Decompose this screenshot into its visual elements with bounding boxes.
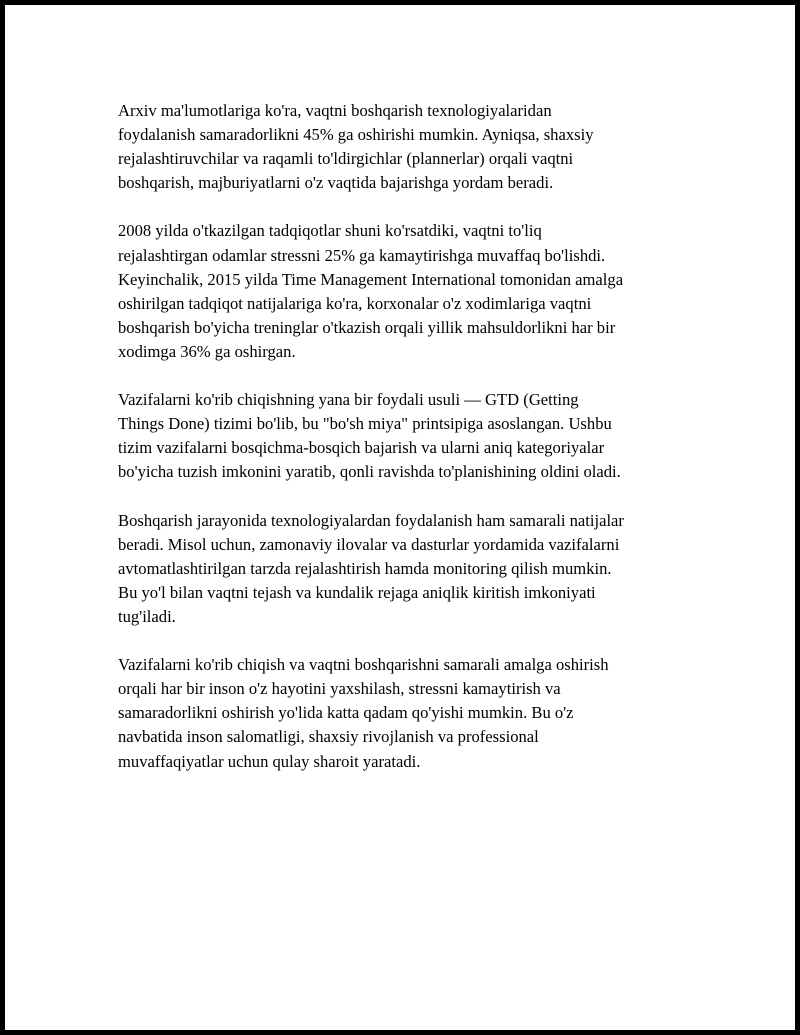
paragraph-4 (118, 509, 708, 629)
text-line: Vazifalarni ko'rib chiqish va vaqtni boshqarishni samarali amalga oshirish (118, 655, 609, 675)
text-line: Arxiv ma'lumotlariga ko'ra, vaqtni boshqarish texnologiyalaridan (118, 101, 552, 120)
text-line: boshqarish, majburiyatlarni o'z vaqtida bajarishga yordam beradi. (118, 173, 554, 193)
paragraph-2 (118, 219, 708, 364)
text-line: navbatida inson salomatligi, shaxsiy rivojlanish va professional (118, 727, 539, 747)
text-line: bo'yicha tuzish imkonini yaratib, qonli ravishda to'planishining oldini oladi. (118, 462, 621, 482)
text-line: rejalashtirgan odamlar stressni 25% ga kamaytirishga muvaffaq bo'lishdi. (118, 245, 606, 265)
text-line: Keyinchalik, 2015 yilda Time Management International tomonidan amalga (118, 269, 624, 289)
text-line: xodimga 36% ga oshirgan. (118, 341, 296, 361)
paragraph-1 (118, 99, 708, 195)
paragraph-5 (118, 653, 708, 773)
text-line: muvaffaqiyatlar uchun qulay sharoit yaratadi. (118, 751, 421, 771)
text-line: Things Done) tizimi bo'lib, bu "bo'sh miya" printsipiga asoslangan. Ushbu (118, 414, 612, 434)
text-line: beradi. Misol uchun, zamonaviy ilovalar va dasturlar yordamida vazifalarni (118, 534, 620, 554)
paragraph-3 (118, 388, 708, 484)
text-line: samaradorlikni oshirish yo'lida katta qadam qo'yishi mumkin. Bu o'z (118, 703, 574, 723)
text-line: foydalanish samaradorlikni 45% ga oshirishi mumkin. Ayniqsa, shaxsiy (118, 125, 594, 145)
text-line: boshqarish bo'yicha treninglar o'tkazish orqali yillik mahsuldorlikni har bir (118, 317, 616, 337)
text-line: oshirilgan tadqiqot natijalariga ko'ra, korxonalar o'z xodimlariga vaqtni (118, 293, 592, 313)
text-line: rejalashtiruvchilar va raqamli to'ldirgichlar (plannerlar) orqali vaqtni (118, 149, 574, 169)
text-line: orqali har bir inson o'z hayotini yaxshilash, stressni kamaytirish va (118, 679, 561, 699)
text-line: Bu yo'l bilan vaqtni tejash va kundalik rejaga aniqlik kiritish imkoniyati (118, 582, 596, 602)
text-line: Boshqarish jarayonida texnologiyalardan foydalanish ham samarali natijalar (118, 510, 624, 530)
text-line: tizim vazifalarni bosqichma-bosqich bajarish va ularni aniq kategoriyalar (118, 438, 605, 458)
text-line: 2008 yilda o'tkazilgan tadqiqotlar shuni ko'rsatdiki, vaqtni to'liq (118, 221, 542, 241)
text-line: tug'iladi. (118, 606, 176, 626)
text-line: avtomatlashtirilgan tarzda rejalashtirish hamda monitoring qilish mumkin. (118, 558, 612, 578)
text-line: Vazifalarni ko'rib chiqishning yana bir foydali usuli — GTD (Getting (118, 390, 579, 410)
document-body (118, 99, 708, 798)
